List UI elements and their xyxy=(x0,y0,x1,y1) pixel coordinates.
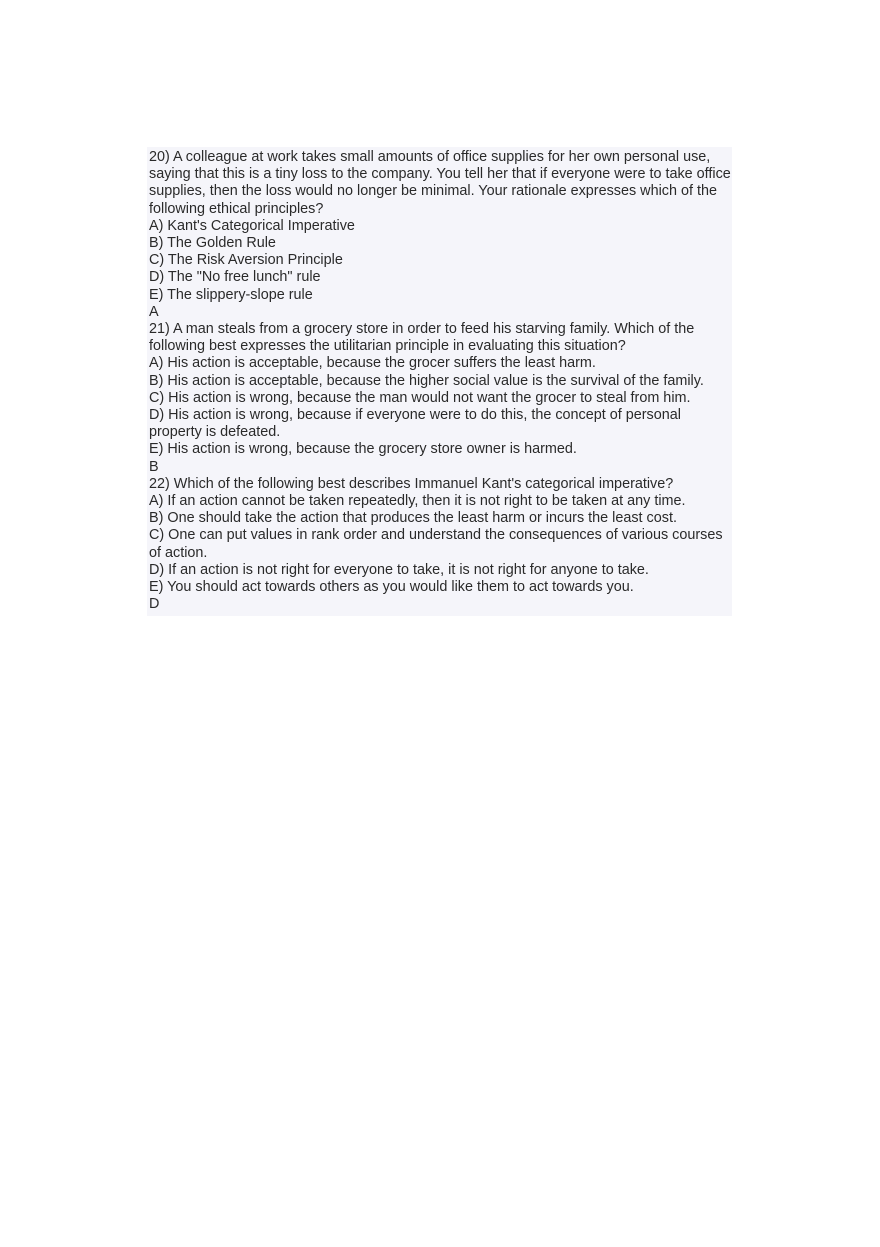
question-text-block xyxy=(147,147,732,616)
answer-option: C) The Risk Aversion Principle xyxy=(149,252,343,269)
answer-key: A xyxy=(149,303,159,320)
answer-option: C) One can put values in rank order and understand the consequences of various courses of action. xyxy=(149,527,723,561)
question-prompt: 21) A man steals from a grocery store in order to feed his starving family. Which of the following best expresses the utilitarian principle in evaluating this situation? xyxy=(149,321,695,355)
answer-option: A) If an action cannot be taken repeatedly, then it is not right to be taken at any time. xyxy=(149,493,686,510)
answer-option: A) Kant's Categorical Imperative xyxy=(149,217,355,234)
question-prompt: 20) A colleague at work takes small amounts of office supplies for her own personal use, saying that this is a tiny loss to the company. You tell her that if everyone were to take office supplies, then the loss would no longer be minimal. Your rationale expresses which of the following ethical principles? xyxy=(149,149,731,217)
answer-option: E) The slippery-slope rule xyxy=(149,286,313,303)
question-prompt: 22) Which of the following best describes Immanuel Kant's categorical imperative? xyxy=(149,475,674,492)
question-21 xyxy=(149,321,732,476)
question-22 xyxy=(149,476,732,614)
answer-option: C) His action is wrong, because the man would not want the grocer to steal from him. xyxy=(149,389,691,406)
answer-option: D) The "No free lunch" rule xyxy=(149,269,321,286)
question-20 xyxy=(149,149,732,321)
answer-option: B) His action is acceptable, because the higher social value is the survival of the family. xyxy=(149,372,704,389)
answer-option: E) His action is wrong, because the grocery store owner is harmed. xyxy=(149,441,577,458)
answer-option: D) If an action is not right for everyone to take, it is not right for anyone to take. xyxy=(149,561,649,578)
answer-option: E) You should act towards others as you would like them to act towards you. xyxy=(149,579,634,596)
answer-key: D xyxy=(149,596,160,613)
answer-option: B) The Golden Rule xyxy=(149,235,276,252)
answer-option: D) His action is wrong, because if everyone were to do this, the concept of personal property is defeated. xyxy=(149,407,681,441)
answer-key: B xyxy=(149,458,159,475)
answer-option: B) One should take the action that produces the least harm or incurs the least cost. xyxy=(149,510,677,527)
answer-option: A) His action is acceptable, because the grocer suffers the least harm. xyxy=(149,355,596,372)
